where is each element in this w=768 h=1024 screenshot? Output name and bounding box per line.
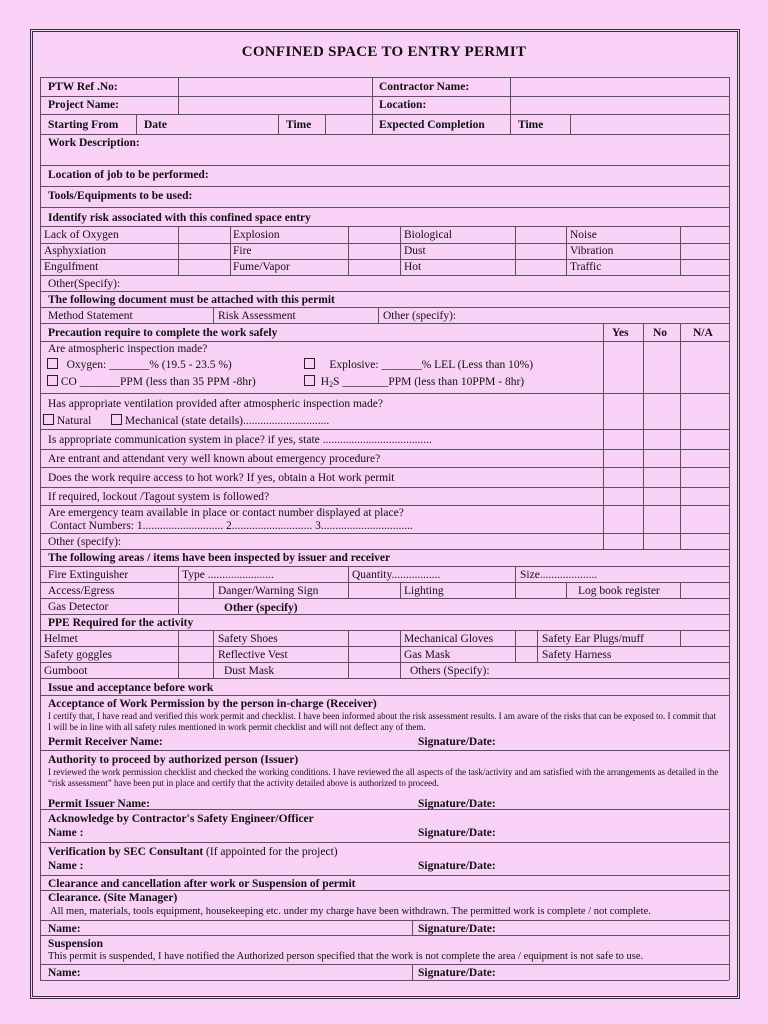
contact-numbers: Contact Numbers: 1............................ 2............................ 3................................ xyxy=(50,520,413,532)
mechanical-text: Mechanical (state details).............................. xyxy=(124,415,330,427)
rule xyxy=(40,393,729,394)
mechanical-checkbox[interactable] xyxy=(111,414,122,425)
rule xyxy=(412,964,413,980)
rule xyxy=(40,614,729,615)
na-column: N/A xyxy=(693,327,713,339)
risk-item: Dust xyxy=(404,245,426,257)
rule xyxy=(570,114,571,134)
rule xyxy=(372,77,373,134)
rule xyxy=(515,630,516,662)
precaution-other: Other (specify): xyxy=(48,536,122,548)
entrant-question: Are entrant and attendant very well known about emergency procedure? xyxy=(48,453,381,465)
co-checkbox[interactable] xyxy=(47,375,58,386)
ppe-item: Mechanical Gloves xyxy=(404,633,494,645)
rule xyxy=(40,980,729,981)
rule xyxy=(40,695,729,696)
co-text: CO _______PPM (less than 35 PPM -8hr) xyxy=(60,376,256,388)
co-row xyxy=(47,375,256,389)
ppe-item: Safety Ear Plugs/muff xyxy=(542,633,644,645)
gas-detector: Gas Detector xyxy=(48,601,109,613)
risk-heading: Identify risk associated with this confined space entry xyxy=(48,212,311,224)
rule xyxy=(643,323,644,549)
verification-heading-row xyxy=(48,845,338,859)
lockout-question: If required, lockout /Tagout system is followed? xyxy=(48,491,270,503)
rule xyxy=(178,566,179,614)
rule xyxy=(40,226,729,227)
natural-text: Natural xyxy=(56,415,92,427)
completion-time-label: Time xyxy=(518,119,544,131)
suspension-text: This permit is suspended, I have notified the Authorized person specified that the work is not complete the area / equipment is not safe to use. xyxy=(48,951,644,962)
ppe-item: Helmet xyxy=(44,633,78,645)
oxygen-text: Oxygen: _______% (19.5 - 23.5 %) xyxy=(66,359,232,371)
rule xyxy=(40,259,729,260)
rule xyxy=(40,165,729,166)
consultant-name-label: Name : xyxy=(48,860,84,872)
rule xyxy=(40,96,729,97)
location-job-label: Location of job to be performed: xyxy=(48,169,209,181)
verification-heading: Verification by SEC Consultant xyxy=(48,846,204,858)
ppe-item: Dust Mask xyxy=(224,665,275,677)
rule xyxy=(40,77,729,78)
rule xyxy=(412,920,413,935)
starting-from-label: Starting From xyxy=(48,119,119,131)
rule xyxy=(510,114,511,134)
documents-heading: The following document must be attached with this permit xyxy=(48,294,335,306)
rule xyxy=(40,750,729,751)
rule xyxy=(40,646,729,647)
ppe-item: Safety Harness xyxy=(542,649,612,661)
emergency-question: Are emergency team available in place or contact number displayed at place? xyxy=(48,507,404,519)
extinguisher-type: Type ....................... xyxy=(182,569,274,581)
explosive-checkbox[interactable] xyxy=(304,358,315,369)
ppe-item: Gas Mask xyxy=(404,649,451,661)
rule xyxy=(400,226,401,275)
oxygen-row xyxy=(47,358,232,372)
rule xyxy=(400,630,401,678)
clearance-text: All men, materials, tools equipment, housekeeping etc. under my charge have been withdrawn. The permitted work is complete / not complete. xyxy=(50,906,651,917)
rule xyxy=(40,449,729,450)
rule xyxy=(40,678,729,679)
date-label: Date xyxy=(144,119,167,131)
rule xyxy=(40,842,729,843)
rule xyxy=(40,114,729,115)
rule xyxy=(400,582,401,598)
rule xyxy=(40,598,729,599)
time-label: Time xyxy=(286,119,312,131)
site-manager-heading: Clearance. (Site Manager) xyxy=(48,892,178,904)
lighting: Lighting xyxy=(404,585,444,597)
oxygen-checkbox[interactable] xyxy=(47,358,58,369)
rule xyxy=(40,291,729,292)
rule xyxy=(680,226,681,275)
rule xyxy=(603,323,604,549)
rule xyxy=(40,487,729,488)
rule xyxy=(348,566,349,582)
yes-column: Yes xyxy=(612,327,629,339)
rule xyxy=(40,582,729,583)
risk-item: Biological xyxy=(404,229,452,241)
form-title: CONFINED SPACE TO ENTRY PERMIT xyxy=(241,44,527,60)
rule xyxy=(729,77,730,980)
rule xyxy=(40,662,729,663)
verification-note: (If appointed for the project) xyxy=(203,846,338,858)
work-description-label: Work Description: xyxy=(48,137,140,149)
rule xyxy=(40,566,729,567)
ppe-heading: PPE Required for the activity xyxy=(48,617,194,629)
risk-item: Traffic xyxy=(570,261,602,273)
rule xyxy=(136,114,137,134)
rule xyxy=(40,429,729,430)
ppe-item: Others (Specify): xyxy=(410,665,490,677)
danger-sign: Danger/Warning Sign xyxy=(218,585,319,597)
rule xyxy=(566,226,567,275)
project-name-label: Project Name: xyxy=(48,99,119,111)
rule xyxy=(230,226,231,275)
rule xyxy=(278,114,279,134)
authority-text: I reviewed the work permission checklist and checked the working conditions. I have reviewed the all aspects of the task/activity and am satisfied with the arrangements as detailed in the “risk assessment” have been put in place and certify that the activity detailed above is authorized to proceed. xyxy=(48,767,719,788)
rule xyxy=(40,207,729,208)
rule xyxy=(515,566,516,582)
ventilation-question: Has appropriate ventilation provided after atmospheric inspection made? xyxy=(48,398,383,410)
rule xyxy=(680,630,681,646)
rule xyxy=(515,582,516,598)
rule xyxy=(213,582,214,598)
inspected-other: Other (specify) xyxy=(224,602,298,614)
no-column: No xyxy=(653,327,668,339)
risk-item: Fume/Vapor xyxy=(233,261,290,273)
expected-completion-label: Expected Completion xyxy=(379,119,485,131)
clearance-signature-label: Signature/Date: xyxy=(418,923,496,935)
ptw-ref-label: PTW Ref .No: xyxy=(48,81,118,93)
rule xyxy=(40,920,729,921)
rule xyxy=(510,77,511,114)
rule xyxy=(178,630,179,678)
receiver-signature-label: Signature/Date: xyxy=(418,736,496,748)
safety-engineer-name-label: Name : xyxy=(48,827,84,839)
rule xyxy=(40,875,729,876)
risk-assessment: Risk Assessment xyxy=(218,310,296,322)
explosive-text: Explosive: _______% LEL (Less than 10%) xyxy=(329,359,534,371)
rule xyxy=(515,226,516,275)
rule xyxy=(348,582,349,598)
h2s-text: S ________PPM (less than 10PPM - 8hr) xyxy=(333,376,525,388)
issuer-name-label: Permit Issuer Name: xyxy=(48,798,150,810)
rule xyxy=(40,307,729,308)
issue-heading: Issue and acceptance before work xyxy=(48,682,214,694)
rule xyxy=(566,582,567,598)
risk-other: Other(Specify): xyxy=(48,278,121,290)
atmos-question: Are atmospheric inspection made? xyxy=(48,343,208,355)
rule xyxy=(40,186,729,187)
consultant-signature-label: Signature/Date: xyxy=(418,860,496,872)
receiver-name-label: Permit Receiver Name: xyxy=(48,736,163,748)
risk-item: Explosion xyxy=(233,229,280,241)
rule xyxy=(40,935,729,936)
fire-extinguisher: Fire Extinguisher xyxy=(48,569,129,581)
rule xyxy=(348,226,349,275)
explosive-row xyxy=(304,358,533,372)
ppe-item: Safety goggles xyxy=(44,649,113,661)
h2s-subscript: 2 xyxy=(329,380,334,389)
rule xyxy=(325,114,326,134)
acceptance-text: I certify that, I have read and verified this work permit and checklist. I have been informed about the risk assessment results. I am aware of the risks that can be exposed to. I commit that I will be in line with all safety rules mentioned in work permit checklist and will not deflect any of them. xyxy=(48,711,717,732)
clearance-heading: Clearance and cancellation after work or Suspension of permit xyxy=(48,878,356,890)
clearance-name-label: Name: xyxy=(48,923,81,935)
rule xyxy=(40,134,729,135)
suspension-signature-label: Signature/Date: xyxy=(418,967,496,979)
rule xyxy=(537,630,538,662)
risk-item: Fire xyxy=(233,245,252,257)
risk-item: Asphyxiation xyxy=(44,245,106,257)
rule xyxy=(178,77,179,114)
rule xyxy=(40,323,729,324)
risk-item: Lack of Oxygen xyxy=(44,229,119,241)
risk-item: Noise xyxy=(570,229,597,241)
rule xyxy=(348,630,349,678)
log-book: Log book register xyxy=(578,585,660,597)
ppe-item: Gumboot xyxy=(44,665,88,677)
precaution-heading: Precaution require to complete the work safely xyxy=(48,327,278,339)
access-egress: Access/Egress xyxy=(48,585,115,597)
rule xyxy=(680,582,681,598)
ppe-item: Reflective Vest xyxy=(218,649,288,661)
rule xyxy=(40,533,729,534)
rule xyxy=(213,307,214,323)
documents-other: Other (specify): xyxy=(383,310,457,322)
issuer-signature-label: Signature/Date: xyxy=(418,798,496,810)
suspension-heading: Suspension xyxy=(48,938,103,950)
authority-heading: Authority to proceed by authorized person (Issuer) xyxy=(48,754,299,766)
location-label: Location: xyxy=(379,99,427,111)
tools-label: Tools/Equipments to be used: xyxy=(48,190,193,202)
extinguisher-size: Size.................... xyxy=(520,569,598,581)
contractor-name-label: Contractor Name: xyxy=(379,81,470,93)
risk-item: Engulfment xyxy=(44,261,99,273)
inspected-heading: The following areas / items have been inspected by issuer and receiver xyxy=(48,552,391,564)
mechanical-row xyxy=(111,414,329,428)
safety-engineer-signature-label: Signature/Date: xyxy=(418,827,496,839)
acknowledge-heading: Acknowledge by Contractor's Safety Engineer/Officer xyxy=(48,813,314,825)
rule xyxy=(40,77,41,980)
rule xyxy=(40,964,729,965)
rule xyxy=(680,323,681,549)
acceptance-heading: Acceptance of Work Permission by the person in-charge (Receiver) xyxy=(48,698,377,710)
rule xyxy=(40,467,729,468)
h2s-row xyxy=(304,375,524,392)
hot-work-question: Does the work require access to hot work? If yes, obtain a Hot work permit xyxy=(48,472,395,484)
h2s-h: H xyxy=(320,376,330,388)
natural-row xyxy=(43,414,91,428)
extinguisher-quantity: Quantity................. xyxy=(352,569,441,581)
rule xyxy=(378,307,379,323)
suspension-name-label: Name: xyxy=(48,967,81,979)
method-statement: Method Statement xyxy=(48,310,133,322)
rule xyxy=(213,630,214,678)
h2s-checkbox[interactable] xyxy=(304,375,315,386)
rule xyxy=(40,275,729,276)
risk-item: Vibration xyxy=(570,245,614,257)
risk-item: Hot xyxy=(404,261,422,273)
rule xyxy=(40,630,729,631)
rule xyxy=(40,243,729,244)
natural-checkbox[interactable] xyxy=(43,414,54,425)
rule xyxy=(40,549,729,550)
communication-question: Is appropriate communication system in place? if yes, state ...................................... xyxy=(48,434,432,446)
rule xyxy=(178,226,179,275)
ppe-item: Safety Shoes xyxy=(218,633,278,645)
